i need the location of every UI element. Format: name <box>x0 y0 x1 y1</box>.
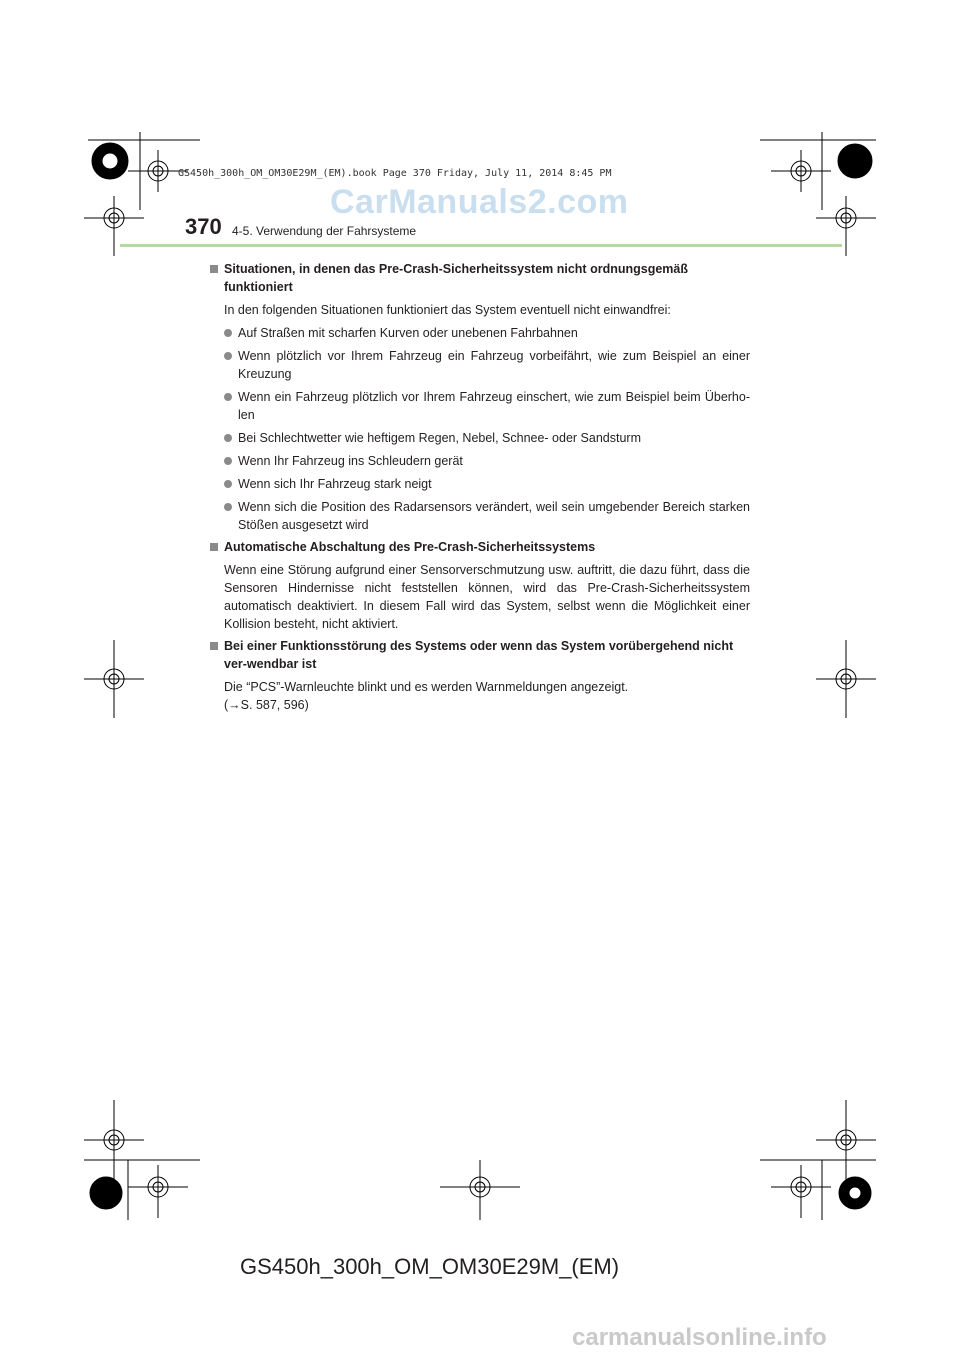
section-title: 4-5. Verwendung der Fahrsysteme <box>232 224 417 238</box>
section-heading <box>210 538 750 556</box>
header-rule <box>120 244 842 247</box>
paragraph: In den folgenden Situationen funktioniert das System eventuell nicht einwandfrei: <box>224 303 671 317</box>
list-item-text: Wenn sich die Position des Radarsensors verändert, weil sein umgebender Bereich starken Stößen ausgesetzt wird <box>238 500 750 532</box>
document-code: GS450h_300h_OM_OM30E29M_(EM) <box>240 1254 620 1279</box>
bullet-dot-icon <box>224 329 232 337</box>
bullet-dot-icon <box>224 457 232 465</box>
list-item-text: Wenn sich Ihr Fahrzeug stark neigt <box>238 477 432 491</box>
list-item-text: Wenn ein Fahrzeug plötzlich vor Ihrem Fahrzeug einschert, wie zum Beispiel beim Überho-len <box>238 390 750 422</box>
list-item-text: Bei Schlechtwetter wie heftigem Regen, Nebel, Schnee- oder Sandsturm <box>238 431 641 445</box>
list-item <box>210 324 750 342</box>
list-item <box>210 475 750 493</box>
list-item <box>210 347 750 383</box>
print-job-header: GS450h_300h_OM_OM30E29M_(EM).book Page 370 Friday, July 11, 2014 8:45 PM <box>178 168 612 179</box>
paragraph-line: Die “PCS”-Warnleuchte blinkt und es werden Warnmeldungen angezeigt. <box>224 680 629 694</box>
bullet-dot-icon <box>224 393 232 401</box>
list-item-text: Auf Straßen mit scharfen Kurven oder unebenen Fahrbahnen <box>238 326 578 340</box>
square-bullet-icon <box>210 543 218 551</box>
bullet-dot-icon <box>224 503 232 511</box>
list-item <box>210 452 750 470</box>
paragraph <box>210 678 750 714</box>
bullet-dot-icon <box>224 352 232 360</box>
watermark-top: CarManuals2.com <box>330 183 629 221</box>
list-item-text: Wenn Ihr Fahrzeug ins Schleudern gerät <box>238 454 463 468</box>
section-heading <box>210 260 750 296</box>
section-heading <box>210 637 750 673</box>
page-content <box>210 256 750 714</box>
square-bullet-icon <box>210 642 218 650</box>
square-bullet-icon <box>210 265 218 273</box>
bullet-dot-icon <box>224 480 232 488</box>
page-reference-link[interactable]: (→S. 587, 596) <box>224 698 309 712</box>
list-item <box>210 388 750 424</box>
heading-text: Bei einer Funktionsstörung des Systems oder wenn das System vorübergehend nicht ver-wendbar ist <box>224 639 734 671</box>
watermark-bottom: carmanualsonline.info <box>572 1324 827 1351</box>
paragraph: Wenn eine Störung aufgrund einer Sensorverschmutzung usw. auftritt, die dazu führt, dass die Sensoren Hindernisse nicht feststellen können, wird das Pre-Crash-Sicherheitssystem automatisch deaktiviert. In diesem Fall wird das System, selbst wenn die Möglichkeit einer Kollision besteht, nicht aktiviert. <box>224 563 750 631</box>
heading-text: Situationen, in denen das Pre-Crash-Sicherheitssystem nicht ordnungsgemäß funktioniert <box>224 262 688 294</box>
list-item <box>210 498 750 534</box>
list-item <box>210 429 750 447</box>
bullet-dot-icon <box>224 434 232 442</box>
list-item-text: Wenn plötzlich vor Ihrem Fahrzeug ein Fahrzeug vorbeifährt, wie zum Beispiel an einer Kreuzung <box>238 349 750 381</box>
page-number: 370 <box>185 214 222 239</box>
heading-text: Automatische Abschaltung des Pre-Crash-Sicherheitssystems <box>224 540 596 554</box>
